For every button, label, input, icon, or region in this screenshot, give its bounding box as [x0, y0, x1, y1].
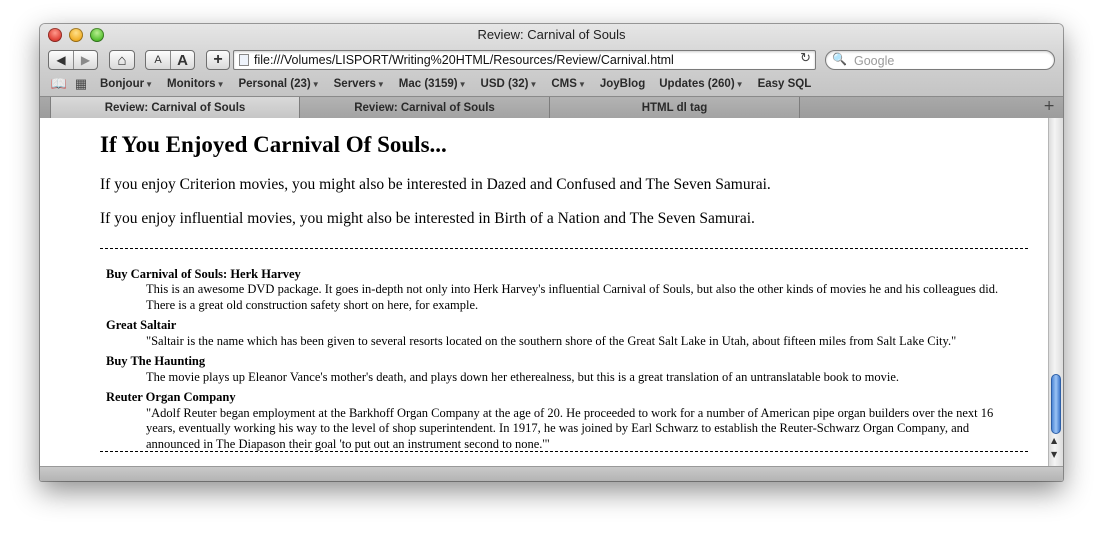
plus-icon: + [213, 51, 223, 68]
definition-list [106, 267, 1021, 458]
paragraph-criterion: If you enjoy Criterion movies, you might also be interested in Dazed and Confused and The Seven Samurai. [100, 176, 771, 193]
browser-window [40, 24, 1063, 481]
dropdown-arrow-icon: ▼ [529, 80, 538, 89]
dropdown-arrow-icon: ▼ [145, 80, 153, 89]
tab-bar [40, 96, 1063, 118]
dashed-divider-top [100, 248, 1028, 249]
term-great-saltair: Great Saltair [106, 318, 177, 332]
text-smaller-button[interactable]: A [146, 51, 171, 69]
bookmark-usd[interactable]: USD (32)▼ [480, 78, 538, 90]
bookmark-updates[interactable]: Updates (260)▼ [659, 78, 744, 90]
add-bookmark-button[interactable] [206, 50, 230, 70]
status-bar [40, 466, 1063, 481]
search-icon: 🔍 [832, 52, 847, 66]
term-buy-haunting: Buy The Haunting [106, 354, 206, 368]
scrollbar-thumb[interactable] [1051, 374, 1061, 434]
forward-button[interactable]: ▶ [80, 53, 91, 67]
bookmark-personal[interactable]: Personal (23)▼ [238, 78, 320, 90]
dropdown-arrow-icon: ▼ [735, 80, 744, 89]
home-icon: ⌂ [117, 51, 127, 69]
tab-review-carnival-2[interactable]: Review: Carnival of Souls [300, 97, 550, 118]
desc-great-saltair: "Saltair is the name which has been given to several resorts located on the southern shore of the Great Salt Lake in Utah, about fifteen miles from Salt Lake City." [146, 333, 957, 348]
back-forward-group [48, 50, 98, 70]
vertical-scrollbar[interactable] [1048, 118, 1063, 466]
window-title: Review: Carnival of Souls [477, 27, 626, 42]
browser-chrome [40, 24, 1063, 118]
paragraph-influential: If you enjoy influential movies, you might also be interested in Birth of a Nation and The Seven Samurai. [100, 210, 755, 227]
reload-icon[interactable]: ↻ [800, 51, 811, 66]
desc-buy-carnival: This is an awesome DVD package. It goes in-depth not only into Herk Harvey's influential Carnival of Souls, but also the other kinds of movies he and his colleagues did. There is a great old construction safety short on here, for example. [146, 282, 999, 312]
term-buy-carnival: Buy Carnival of Souls: Herk Harvey [106, 266, 301, 281]
bookmark-monitors[interactable]: Monitors▼ [167, 78, 225, 90]
term-reuter-organ: Reuter Organ Company [106, 390, 236, 404]
dropdown-arrow-icon: ▼ [376, 80, 385, 89]
search-field[interactable] [825, 50, 1055, 70]
dropdown-arrow-icon: ▼ [577, 80, 586, 89]
page-icon [239, 54, 249, 66]
dropdown-arrow-icon: ▼ [311, 80, 320, 89]
home-button[interactable] [109, 50, 135, 70]
new-tab-icon[interactable]: + [1043, 98, 1055, 114]
bookmark-servers[interactable]: Servers▼ [333, 78, 385, 90]
url-text[interactable]: file:///Volumes/LISPORT/Writing%20HTML/Resources/Review/Carnival.html [254, 53, 674, 67]
desc-reuter-organ: "Adolf Reuter began employment at the Barkhoff Organ Company at the age of 20. He proceeded to work for a number of American pipe organ builders over the next 16 years, eventually working his way to the level of shop superintendent. In 1917, he was joined by Earl Schwarz to establish the Reuter-Schwarz Organ Company, and announced in The Diapason their goal 'to put out an instrument second to none.'" [146, 405, 994, 451]
back-button[interactable]: ◀ [49, 51, 74, 69]
page-heading: If You Enjoyed Carnival Of Souls... [100, 132, 447, 157]
bookmarks-bar [40, 74, 1063, 94]
dropdown-arrow-icon: ▼ [458, 80, 467, 89]
bookmark-easy-sql[interactable]: Easy SQL [757, 78, 812, 90]
text-size-group [145, 50, 195, 70]
bookmark-mac[interactable]: Mac (3159)▼ [398, 78, 467, 90]
tab-html-dl-tag[interactable]: HTML dl tag [550, 97, 800, 118]
grid-icon[interactable]: ▦ [74, 76, 88, 91]
bookmark-cms[interactable]: CMS▼ [551, 78, 586, 90]
scroll-up-arrow-icon[interactable]: ▲ [1051, 436, 1058, 445]
dashed-divider-bottom [100, 451, 1028, 452]
desc-buy-haunting: The movie plays up Eleanor Vance's mother's death, and plays down her etherealness, but this is a great translation of an untranslatable book to movie. [146, 369, 900, 384]
tab-review-carnival-1[interactable]: Review: Carnival of Souls [50, 97, 300, 118]
page-content [40, 118, 1048, 466]
book-icon[interactable]: 📖 [50, 76, 68, 91]
dropdown-arrow-icon: ▼ [216, 80, 225, 89]
text-bigger-button[interactable]: A [177, 51, 188, 69]
scroll-down-arrow-icon[interactable]: ▼ [1051, 450, 1058, 459]
bookmark-bonjour[interactable]: Bonjour▼ [100, 78, 153, 90]
search-input[interactable] [852, 52, 1046, 70]
bookmark-joyblog[interactable]: JoyBlog [599, 78, 646, 90]
address-bar[interactable] [233, 50, 816, 70]
